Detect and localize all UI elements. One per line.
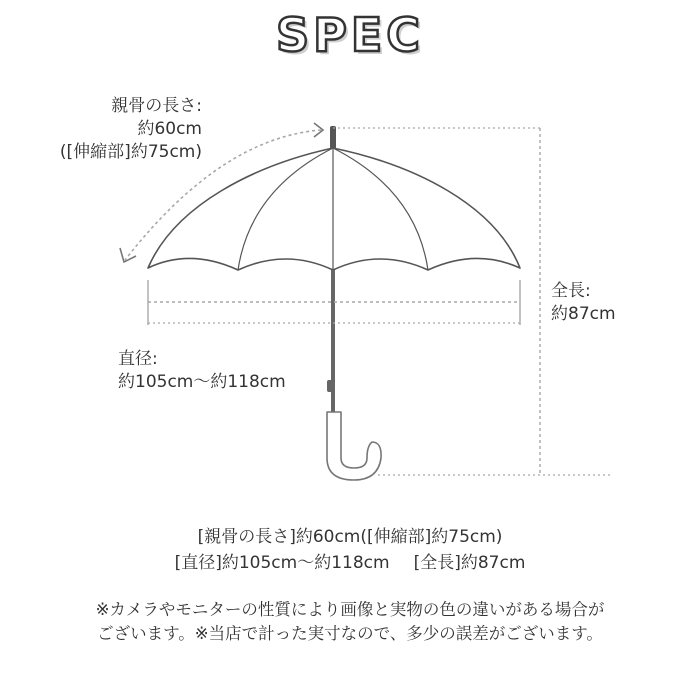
umbrella-handle <box>327 412 381 480</box>
spec-summary-line-2 <box>0 552 700 575</box>
spec-summary-line-1 <box>0 526 700 549</box>
diameter-heading: 直径: <box>118 349 158 369</box>
rib-length-value: 約60cm <box>137 119 202 139</box>
umbrella-tip <box>330 126 336 149</box>
rib-length-heading: 親骨の長さ: <box>111 96 202 116</box>
disclaimer-line-1: ※カメラやモニターの性質により画像と実物の色の違いがある場合が <box>95 600 605 619</box>
page-title: SPEC <box>275 8 425 62</box>
umbrella-button <box>327 380 335 392</box>
umbrella-canopy <box>148 148 520 270</box>
total-length-value: 約87cm <box>551 304 616 324</box>
summary-total: [全長]約87cm <box>413 553 526 573</box>
total-length-label <box>551 280 616 326</box>
rib-length-label <box>60 95 202 164</box>
diameter-value: 約105cm～約118cm <box>118 372 286 392</box>
summary-diameter: [直径]約105cm～約118cm <box>174 553 390 573</box>
diameter-label <box>118 348 286 394</box>
summary-rib: [親骨の長さ]約60cm([伸縮部]約75cm) <box>197 527 503 547</box>
total-length-heading: 全長: <box>551 281 591 301</box>
rib-length-extended: ([伸縮部]約75cm) <box>59 142 202 162</box>
disclaimer-line-2: ございます。※当店で計った実寸なので、多少の誤差がございます。 <box>97 624 603 643</box>
